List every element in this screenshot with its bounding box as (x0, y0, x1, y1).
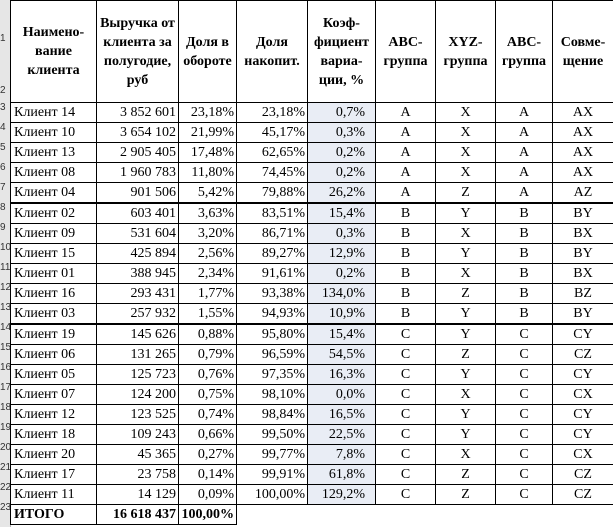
cell-abc-group-2[interactable]: C (496, 485, 553, 505)
empty-cell[interactable] (496, 505, 553, 525)
header-combination[interactable]: Совме-щение (553, 1, 613, 103)
cell-cv[interactable]: 12,9% (308, 244, 376, 264)
cell-cv[interactable]: 0,7% (308, 103, 376, 123)
cell-combination[interactable]: AX (553, 123, 613, 143)
cell-abc-group[interactable]: A (376, 103, 436, 123)
cell-cumulative[interactable]: 100,00% (237, 485, 308, 505)
cell-client[interactable]: Клиент 07 (11, 385, 97, 405)
table-row (11, 365, 613, 385)
cell-abc-group[interactable]: C (376, 385, 436, 405)
cell-cumulative[interactable]: 86,71% (237, 224, 308, 244)
cell-revenue[interactable]: 124 200 (97, 385, 179, 405)
cell-revenue[interactable]: 125 723 (97, 365, 179, 385)
cell-xyz-group[interactable]: Z (436, 284, 496, 304)
cell-cv[interactable]: 0,2% (308, 264, 376, 284)
cell-xyz-group[interactable]: Y (436, 304, 496, 325)
cell-cv[interactable]: 10,9% (308, 304, 376, 325)
cell-revenue[interactable]: 3 852 601 (97, 103, 179, 123)
cell-cumulative[interactable]: 45,17% (237, 123, 308, 143)
cell-share[interactable]: 11,80% (179, 163, 237, 183)
cell-xyz-group[interactable]: Y (436, 203, 496, 224)
cell-abc-group-2[interactable]: A (496, 143, 553, 163)
cell-combination[interactable]: BY (553, 203, 613, 224)
cell-xyz-group[interactable]: Y (436, 244, 496, 264)
cell-abc-group-2[interactable]: C (496, 345, 553, 365)
cell-abc-group-2[interactable]: A (496, 123, 553, 143)
cell-cumulative[interactable]: 91,61% (237, 264, 308, 284)
cell-revenue[interactable]: 901 506 (97, 183, 179, 204)
table-row (11, 143, 613, 163)
header-xyz-group[interactable]: XYZ-группа (436, 1, 496, 103)
cell-combination[interactable]: CY (553, 425, 613, 445)
cell-combination[interactable]: AX (553, 163, 613, 183)
row-number[interactable]: 12 (0, 282, 12, 293)
cell-share[interactable]: 0,76% (179, 365, 237, 385)
row-number[interactable]: 6 (0, 162, 6, 173)
cell-share[interactable]: 17,48% (179, 143, 237, 163)
cell-cumulative[interactable]: 96,59% (237, 345, 308, 365)
cell-abc-group-2[interactable]: B (496, 284, 553, 304)
cell-cumulative[interactable]: 98,10% (237, 385, 308, 405)
cell-xyz-group[interactable]: X (436, 264, 496, 284)
cell-abc-group[interactable]: C (376, 485, 436, 505)
cell-client[interactable]: Клиент 02 (11, 203, 97, 224)
cell-cumulative[interactable]: 74,45% (237, 163, 308, 183)
cell-abc-group[interactable]: B (376, 224, 436, 244)
cell-combination[interactable]: CY (553, 365, 613, 385)
cell-cv[interactable]: 0,3% (308, 123, 376, 143)
cell-client[interactable]: Клиент 19 (11, 324, 97, 345)
cell-cv[interactable]: 0,3% (308, 224, 376, 244)
table-row (11, 445, 613, 465)
header-client[interactable]: Наимено-вание клиента (11, 1, 97, 103)
table-row (11, 103, 613, 123)
table-row (11, 163, 613, 183)
cell-share[interactable]: 1,55% (179, 304, 237, 325)
table-row (11, 385, 613, 405)
cell-cv[interactable]: 0,2% (308, 143, 376, 163)
cell-abc-group[interactable]: B (376, 244, 436, 264)
cell-abc-group-2[interactable]: C (496, 445, 553, 465)
cell-abc-group-2[interactable]: B (496, 264, 553, 284)
cell-abc-group-2[interactable]: B (496, 224, 553, 244)
cell-combination[interactable]: BZ (553, 284, 613, 304)
cell-cumulative[interactable]: 99,50% (237, 425, 308, 445)
cell-abc-group-2[interactable]: C (496, 365, 553, 385)
cell-xyz-group[interactable]: Y (436, 425, 496, 445)
cell-revenue[interactable]: 123 525 (97, 405, 179, 425)
table-row (11, 284, 613, 304)
cell-abc-group-2[interactable]: A (496, 183, 553, 204)
table-row (11, 405, 613, 425)
row-number[interactable]: 5 (0, 142, 6, 153)
cell-combination[interactable]: CZ (553, 345, 613, 365)
total-label[interactable]: ИТОГО (11, 505, 97, 525)
cell-combination[interactable]: BY (553, 304, 613, 325)
cell-combination[interactable]: AX (553, 143, 613, 163)
cell-xyz-group[interactable]: X (436, 143, 496, 163)
cell-client[interactable]: Клиент 01 (11, 264, 97, 284)
cell-client[interactable]: Клиент 20 (11, 445, 97, 465)
cell-client[interactable]: Клиент 15 (11, 244, 97, 264)
cell-cumulative[interactable]: 62,65% (237, 143, 308, 163)
cell-client[interactable]: Клиент 06 (11, 345, 97, 365)
cell-cv[interactable]: 134,0% (308, 284, 376, 304)
cell-abc-group-2[interactable]: C (496, 465, 553, 485)
cell-abc-group[interactable]: C (376, 465, 436, 485)
cell-abc-group[interactable]: A (376, 143, 436, 163)
cell-combination[interactable]: CX (553, 445, 613, 465)
cell-revenue[interactable]: 1 960 783 (97, 163, 179, 183)
cell-revenue[interactable]: 109 243 (97, 425, 179, 445)
cell-cumulative[interactable]: 89,27% (237, 244, 308, 264)
cell-cumulative[interactable]: 79,88% (237, 183, 308, 204)
cell-cumulative[interactable]: 83,51% (237, 203, 308, 224)
cell-cv[interactable]: 7,8% (308, 445, 376, 465)
cell-xyz-group[interactable]: Y (436, 405, 496, 425)
cell-abc-group-2[interactable]: B (496, 203, 553, 224)
cell-revenue[interactable]: 257 932 (97, 304, 179, 325)
cell-abc-group[interactable]: B (376, 304, 436, 325)
table-row (11, 224, 613, 244)
table-row (11, 345, 613, 365)
cell-xyz-group[interactable]: Y (436, 324, 496, 345)
cell-client[interactable]: Клиент 10 (11, 123, 97, 143)
row-number[interactable]: 10 (0, 242, 12, 253)
row-number[interactable]: 14 (0, 322, 12, 333)
cell-share[interactable]: 2,34% (179, 264, 237, 284)
row-number[interactable]: 22 (0, 482, 12, 493)
cell-combination[interactable]: AX (553, 103, 613, 123)
cell-revenue[interactable]: 293 431 (97, 284, 179, 304)
cell-revenue[interactable]: 2 905 405 (97, 143, 179, 163)
cell-cv[interactable]: 16,3% (308, 365, 376, 385)
cell-client[interactable]: Клиент 17 (11, 465, 97, 485)
cell-abc-group-2[interactable]: A (496, 163, 553, 183)
empty-cell[interactable] (308, 505, 376, 525)
cell-xyz-group[interactable]: Z (436, 465, 496, 485)
cell-xyz-group[interactable]: Z (436, 485, 496, 505)
cell-client[interactable]: Клиент 14 (11, 103, 97, 123)
row-number[interactable]: 1 (0, 33, 6, 44)
cell-abc-group-2[interactable]: C (496, 425, 553, 445)
table-row (11, 183, 613, 204)
cell-cumulative[interactable]: 95,80% (237, 324, 308, 345)
cell-abc-group-2[interactable]: B (496, 244, 553, 264)
cell-share[interactable]: 0,79% (179, 345, 237, 365)
cell-cv[interactable]: 61,8% (308, 465, 376, 485)
cell-combination[interactable]: AZ (553, 183, 613, 204)
table-row (11, 304, 613, 325)
cell-cv[interactable]: 26,2% (308, 183, 376, 204)
cell-cv[interactable]: 54,5% (308, 345, 376, 365)
row-number[interactable]: 16 (0, 362, 12, 373)
cell-abc-group-2[interactable]: A (496, 103, 553, 123)
table-row (11, 465, 613, 485)
table-row (11, 425, 613, 445)
cell-client[interactable]: Клиент 03 (11, 304, 97, 325)
cell-combination[interactable]: BX (553, 264, 613, 284)
cell-share[interactable]: 0,14% (179, 465, 237, 485)
cell-combination[interactable]: CZ (553, 465, 613, 485)
cell-share[interactable]: 2,56% (179, 244, 237, 264)
cell-xyz-group[interactable]: X (436, 163, 496, 183)
cell-client[interactable]: Клиент 11 (11, 485, 97, 505)
row-number[interactable]: 21 (0, 462, 12, 473)
cell-cumulative[interactable]: 99,77% (237, 445, 308, 465)
cell-cv[interactable]: 15,4% (308, 203, 376, 224)
cell-abc-group[interactable]: B (376, 284, 436, 304)
row-number[interactable]: 20 (0, 442, 12, 453)
cell-cumulative[interactable]: 98,84% (237, 405, 308, 425)
cell-revenue[interactable]: 603 401 (97, 203, 179, 224)
cell-xyz-group[interactable]: Z (436, 345, 496, 365)
empty-cell[interactable] (553, 505, 613, 525)
row-number[interactable]: 11 (0, 262, 11, 273)
cell-share[interactable]: 23,18% (179, 103, 237, 123)
cell-share[interactable]: 5,42% (179, 183, 237, 204)
cell-revenue[interactable]: 131 265 (97, 345, 179, 365)
total-revenue[interactable]: 16 618 437 (97, 505, 179, 525)
cell-client[interactable]: Клиент 18 (11, 425, 97, 445)
cell-share[interactable]: 1,77% (179, 284, 237, 304)
cell-abc-group-2[interactable]: C (496, 405, 553, 425)
row-number[interactable]: 15 (0, 342, 12, 353)
header-cv[interactable]: Коэф-фициент вариа-ции, % (308, 1, 376, 103)
cell-abc-group[interactable]: C (376, 365, 436, 385)
cell-cv[interactable]: 15,4% (308, 324, 376, 345)
cell-cumulative[interactable]: 93,38% (237, 284, 308, 304)
cell-cumulative[interactable]: 94,93% (237, 304, 308, 325)
cell-combination[interactable]: BX (553, 224, 613, 244)
cell-abc-group[interactable]: C (376, 445, 436, 465)
cell-revenue[interactable]: 145 626 (97, 324, 179, 345)
cell-client[interactable]: Клиент 16 (11, 284, 97, 304)
cell-combination[interactable]: CY (553, 324, 613, 345)
cell-revenue[interactable]: 3 654 102 (97, 123, 179, 143)
cell-cumulative[interactable]: 99,91% (237, 465, 308, 485)
cell-cv[interactable]: 129,2% (308, 485, 376, 505)
cell-cumulative[interactable]: 23,18% (237, 103, 308, 123)
cell-share[interactable]: 0,74% (179, 405, 237, 425)
header-abc-group[interactable]: ABC-группа (376, 1, 436, 103)
cell-cv[interactable]: 16,5% (308, 405, 376, 425)
cell-revenue[interactable]: 23 758 (97, 465, 179, 485)
table-row (11, 123, 613, 143)
cell-client[interactable]: Клиент 12 (11, 405, 97, 425)
table-row (11, 264, 613, 284)
cell-combination[interactable]: CZ (553, 485, 613, 505)
table-row (11, 324, 613, 345)
empty-cell[interactable] (237, 505, 308, 525)
header-row (11, 1, 613, 103)
header-cumulative[interactable]: Доля накопит. (237, 1, 308, 103)
cell-abc-group-2[interactable]: B (496, 304, 553, 325)
cell-xyz-group[interactable]: X (436, 123, 496, 143)
cell-revenue[interactable]: 425 894 (97, 244, 179, 264)
header-share[interactable]: Доля в обороте (179, 1, 237, 103)
cell-abc-group-2[interactable]: C (496, 324, 553, 345)
cell-client[interactable]: Клиент 05 (11, 365, 97, 385)
table-row (11, 485, 613, 505)
cell-revenue[interactable]: 388 945 (97, 264, 179, 284)
cell-client[interactable]: Клиент 13 (11, 143, 97, 163)
row-number[interactable]: 17 (0, 382, 12, 393)
cell-share[interactable]: 0,09% (179, 485, 237, 505)
cell-abc-group[interactable]: C (376, 324, 436, 345)
row-number[interactable]: 3 (0, 102, 6, 113)
cell-abc-group-2[interactable]: C (496, 385, 553, 405)
table-row (11, 244, 613, 264)
cell-share[interactable]: 0,88% (179, 324, 237, 345)
cell-xyz-group[interactable]: X (436, 385, 496, 405)
cell-revenue[interactable]: 14 129 (97, 485, 179, 505)
table-row (11, 203, 613, 224)
cell-revenue[interactable]: 531 604 (97, 224, 179, 244)
cell-xyz-group[interactable]: Z (436, 183, 496, 204)
cell-combination[interactable]: CY (553, 405, 613, 425)
cell-cv[interactable]: 22,5% (308, 425, 376, 445)
cell-share[interactable]: 3,20% (179, 224, 237, 244)
row-number[interactable]: 13 (0, 302, 12, 313)
cell-xyz-group[interactable]: X (436, 224, 496, 244)
cell-combination[interactable]: BY (553, 244, 613, 264)
row-number[interactable]: 18 (0, 402, 12, 413)
cell-combination[interactable]: CX (553, 385, 613, 405)
cell-abc-group[interactable]: A (376, 183, 436, 204)
row-number[interactable]: 7 (0, 182, 6, 193)
cell-xyz-group[interactable]: Y (436, 365, 496, 385)
cell-abc-group[interactable]: C (376, 425, 436, 445)
header-abc-group-2[interactable]: ABC-группа (496, 1, 553, 103)
cell-xyz-group[interactable]: X (436, 445, 496, 465)
cell-cv[interactable]: 0,2% (308, 163, 376, 183)
cell-abc-group[interactable]: A (376, 123, 436, 143)
row-number[interactable]: 9 (0, 222, 6, 233)
total-share[interactable]: 100,00% (179, 505, 237, 525)
cell-client[interactable]: Клиент 09 (11, 224, 97, 244)
row-number[interactable]: 4 (0, 122, 6, 133)
cell-xyz-group[interactable]: X (436, 103, 496, 123)
cell-share[interactable]: 3,63% (179, 203, 237, 224)
cell-client[interactable]: Клиент 04 (11, 183, 97, 204)
row-number[interactable]: 23 (0, 502, 12, 513)
cell-abc-group[interactable]: B (376, 203, 436, 224)
cell-revenue[interactable]: 45 365 (97, 445, 179, 465)
row-number[interactable]: 19 (0, 422, 12, 433)
abc-xyz-table (10, 0, 613, 525)
row-number[interactable]: 2 (0, 85, 6, 96)
row-number[interactable]: 8 (0, 202, 6, 213)
cell-abc-group[interactable]: B (376, 264, 436, 284)
cell-client[interactable]: Клиент 08 (11, 163, 97, 183)
cell-share[interactable]: 0,66% (179, 425, 237, 445)
total-row (11, 505, 613, 525)
cell-abc-group[interactable]: C (376, 405, 436, 425)
cell-share[interactable]: 0,27% (179, 445, 237, 465)
cell-abc-group[interactable]: C (376, 345, 436, 365)
cell-abc-group[interactable]: A (376, 163, 436, 183)
cell-share[interactable]: 21,99% (179, 123, 237, 143)
empty-cell[interactable] (436, 505, 496, 525)
cell-cv[interactable]: 0,0% (308, 385, 376, 405)
header-revenue[interactable]: Выручка от клиента за полугодие, руб (97, 1, 179, 103)
empty-cell[interactable] (376, 505, 436, 525)
cell-share[interactable]: 0,75% (179, 385, 237, 405)
cell-cumulative[interactable]: 97,35% (237, 365, 308, 385)
